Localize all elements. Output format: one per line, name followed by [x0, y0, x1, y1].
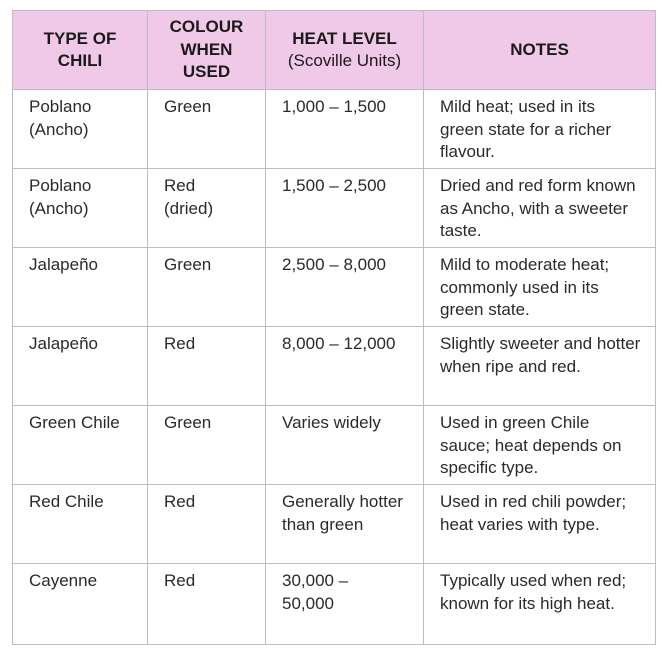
header-notes [424, 11, 656, 90]
chili-table [12, 10, 656, 645]
cell-colour: Red [148, 327, 266, 406]
cell-notes: Mild to moderate heat; commonly used in its green state. [424, 248, 656, 327]
cell-colour: Red [148, 485, 266, 564]
table-row [13, 327, 656, 406]
table-row [13, 248, 656, 327]
cell-heat: 2,500 – 8,000 [266, 248, 424, 327]
cell-notes: Used in red chili powder; heat varies with type. [424, 485, 656, 564]
cell-notes: Slightly sweeter and hotter when ripe and red. [424, 327, 656, 406]
header-colour-when-used [148, 11, 266, 90]
header-type-of-chili [13, 11, 148, 90]
header-label: COLOUR WHEN USED [169, 17, 244, 82]
cell-colour: Green [148, 90, 266, 169]
table-row [13, 90, 656, 169]
cell-colour: Red (dried) [148, 169, 266, 248]
cell-heat: 8,000 – 12,000 [266, 327, 424, 406]
cell-heat: Generally hotter than green [266, 485, 424, 564]
cell-notes: Dried and red form known as Ancho, with a sweeter taste. [424, 169, 656, 248]
cell-colour: Green [148, 406, 266, 485]
cell-heat: 1,000 – 1,500 [266, 90, 424, 169]
table-row [13, 564, 656, 645]
cell-notes: Mild heat; used in its green state for a richer flavour. [424, 90, 656, 169]
cell-heat: 30,000 – 50,000 [266, 564, 424, 645]
header-sublabel: (Scoville Units) [287, 51, 402, 70]
table-header [13, 11, 656, 90]
cell-type: Jalapeño [13, 248, 148, 327]
cell-type: Poblano (Ancho) [13, 169, 148, 248]
cell-type: Poblano (Ancho) [13, 90, 148, 169]
cell-notes: Typically used when red; known for its high heat. [424, 564, 656, 645]
header-label: NOTES [510, 39, 569, 59]
cell-notes: Used in green Chile sauce; heat depends on specific type. [424, 406, 656, 485]
header-label: TYPE OF CHILI [43, 28, 117, 70]
cell-colour: Red [148, 564, 266, 645]
table-body [13, 90, 656, 645]
cell-type: Cayenne [13, 564, 148, 645]
header-heat-level [266, 11, 424, 90]
cell-type: Green Chile [13, 406, 148, 485]
table-row [13, 485, 656, 564]
table-row [13, 406, 656, 485]
header-row [13, 11, 656, 90]
table-row [13, 169, 656, 248]
cell-type: Red Chile [13, 485, 148, 564]
chili-table-container [12, 10, 655, 645]
cell-heat: 1,500 – 2,500 [266, 169, 424, 248]
cell-type: Jalapeño [13, 327, 148, 406]
header-label: HEAT LEVEL [292, 28, 397, 48]
cell-heat: Varies widely [266, 406, 424, 485]
cell-colour: Green [148, 248, 266, 327]
